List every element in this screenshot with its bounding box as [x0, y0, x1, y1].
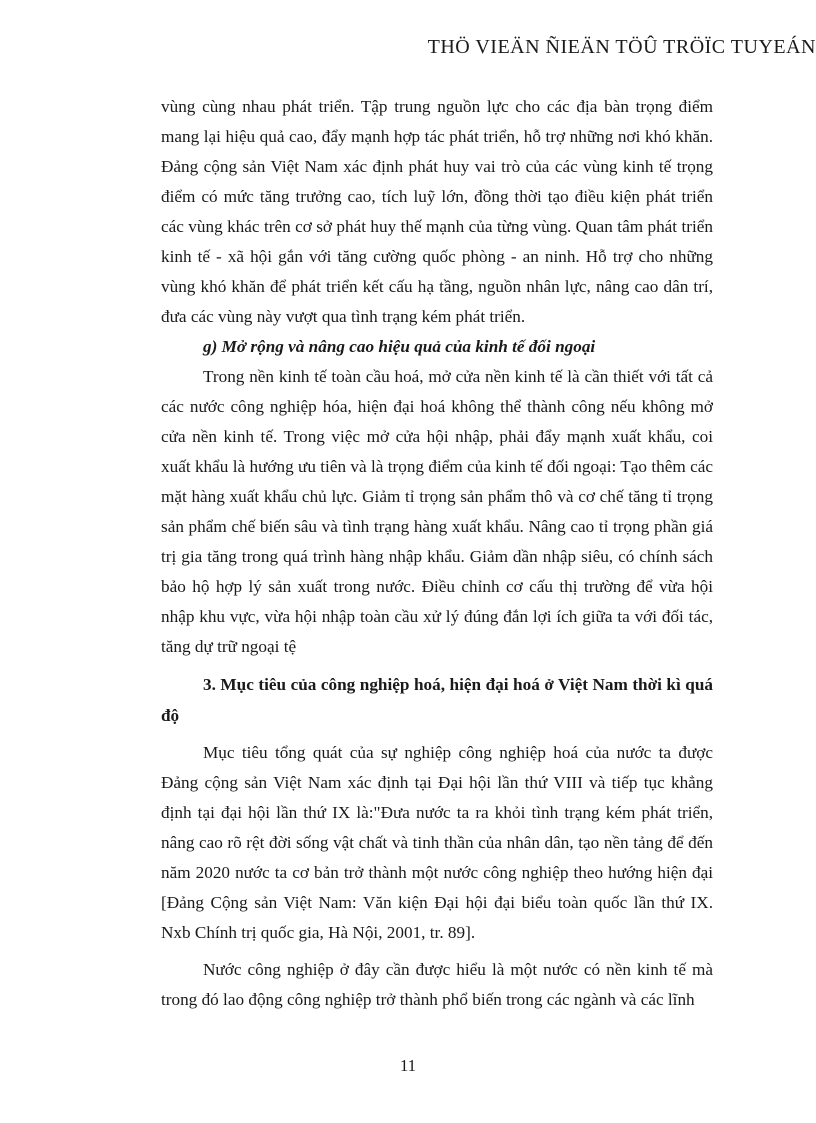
- running-header: THÖ VIEÄN ÑIEÄN TÖÛ TRÖÏC TUYEÁN: [427, 36, 816, 58]
- subheading-foreign-economy: g) Mở rộng và nâng cao hiệu quả của kinh tế đối ngoại: [203, 337, 596, 356]
- paragraph-industrial-country: Nước công nghiệp ở đây cần được hiểu là một nước có nền kinh tế mà trong đó lao động công nghiệp trở thành phổ biến trong các ngành và các lĩnh: [161, 960, 713, 1009]
- section-heading-goals: 3. Mục tiêu của công nghiệp hoá, hiện đại hoá ở Việt Nam thời kì quá độ: [161, 675, 713, 725]
- page-body: [161, 92, 713, 1015]
- paragraph-regional-development: vùng cùng nhau phát triển. Tập trung nguồn lực cho các địa bàn trọng điểm mang lại hiệu quả cao, đẩy mạnh hợp tác phát triển, hỗ trợ những nơi khó khăn. Đảng cộng sản Việt Nam xác định phát huy vai trò của các vùng kinh tế trọng điểm có mức tăng trưởng cao, tích luỹ lớn, đồng thời tạo điều kiện phát triển các vùng khác trên cơ sở phát huy thế mạnh của từng vùng. Quan tâm phát triển kinh tế - xã hội gắn với tăng cường quốc phòng - an ninh. Hỗ trợ cho những vùng khó khăn để phát triển kết cấu hạ tầng, nguồn nhân lực, nâng cao dân trí, đưa các vùng này vượt qua tình trạng kém phát triển.: [161, 97, 713, 326]
- paragraph-foreign-economy: Trong nền kinh tế toàn cầu hoá, mở cửa nền kinh tế là cần thiết với tất cả các nước công nghiệp hóa, hiện đại hoá không thể thành công nếu không mở cửa nền kinh tế. Trong việc mở cửa hội nhập, phải đẩy mạnh xuất khẩu, coi xuất khẩu là hướng ưu tiên và là trọng điểm của kinh tế đối ngoại: Tạo thêm các mặt hàng xuất khẩu chủ lực. Giảm tỉ trọng sản phẩm thô và cơ chế tăng tỉ trọng sản phẩm chế biến sâu và tình trạng hàng xuất khẩu. Nâng cao tỉ trọng phần giá trị gia tăng trong quá trình hàng nhập khẩu. Giảm dần nhập siêu, có chính sách bảo hộ hợp lý sản xuất trong nước. Điều chỉnh cơ cấu thị trường để vừa hội nhập khu vực, vừa hội nhập toàn cầu xử lý đúng đắn lợi ích giữa ta với đối tác, tăng dự trữ ngoại tệ: [161, 367, 713, 656]
- page-number: 11: [399, 1056, 417, 1075]
- paragraph-general-goal: Mục tiêu tổng quát của sự nghiệp công nghiệp hoá của nước ta được Đảng cộng sản Việt Nam xác định tại Đại hội lần thứ VIII và tiếp tục khẳng định tại đại hội lần thứ IX là:"Đưa nước ta ra khỏi tình trạng kém phát triển, nâng cao rõ rệt đời sống vật chất và tinh thần của nhân dân, tạo nền tảng để đến năm 2020 nước ta cơ bản trở thành một nước công nghiệp theo hướng hiện đại [Đảng Cộng sản Việt Nam: Văn kiện Đại hội đại biểu toàn quốc lần thứ IX. Nxb Chính trị quốc gia, Hà Nội, 2001, tr. 89].: [161, 743, 713, 942]
